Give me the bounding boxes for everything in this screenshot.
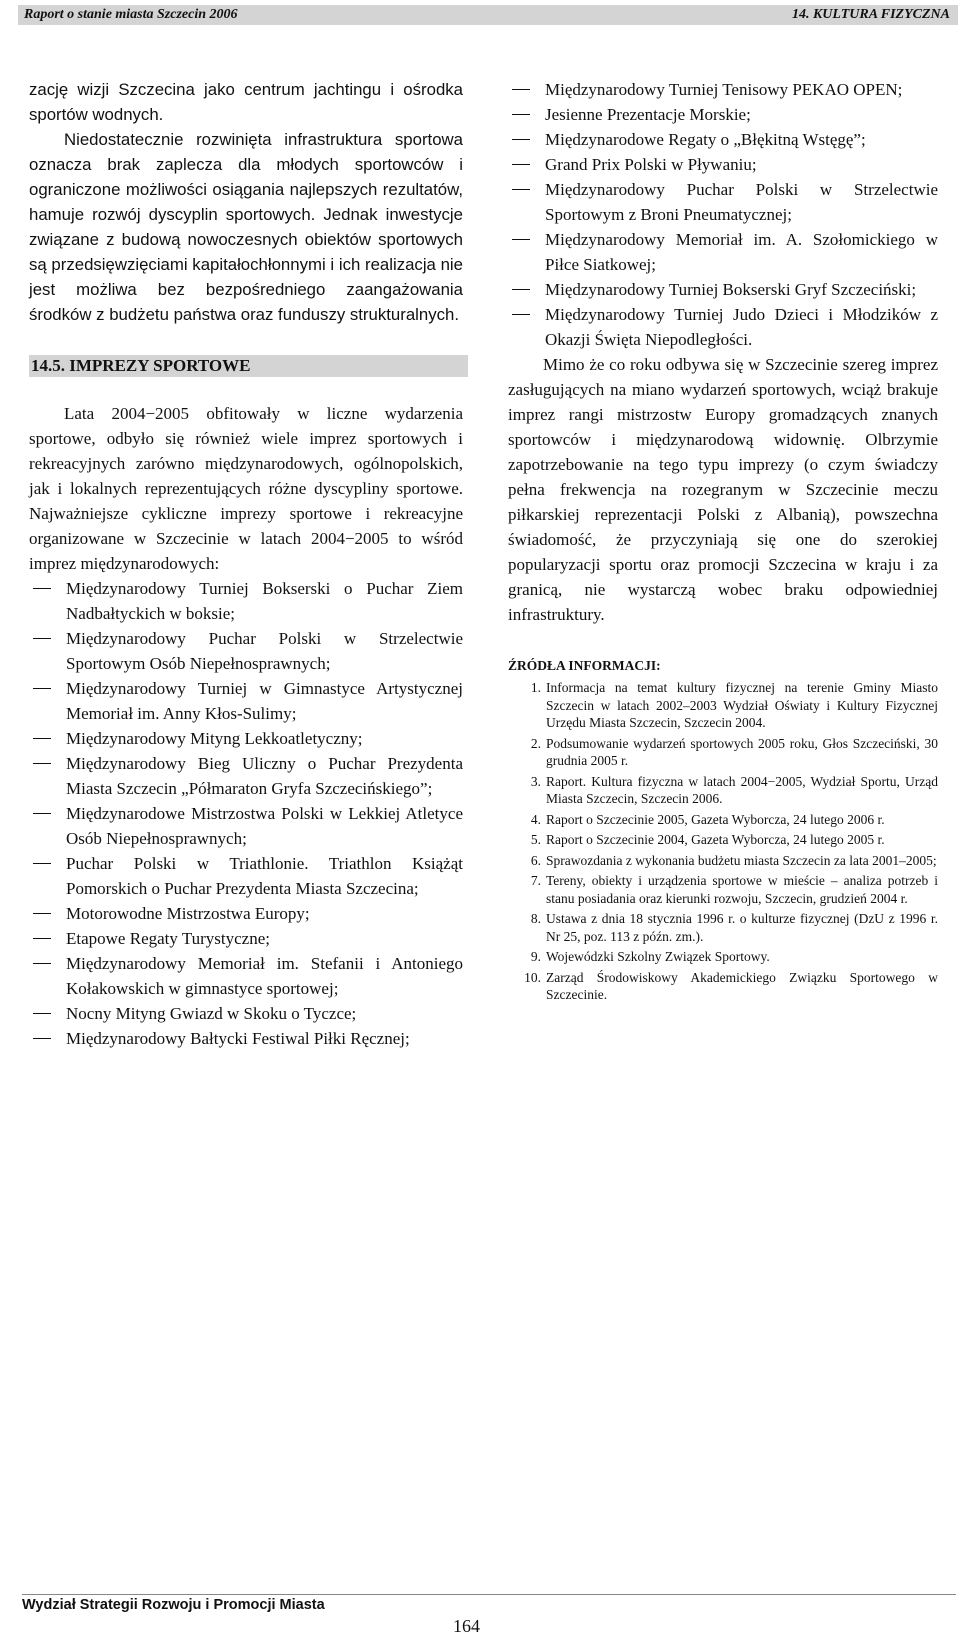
source-item	[508, 811, 938, 829]
source-item	[508, 948, 938, 966]
source-text: Tereny, obiekty i urządzenia sportowe w mieście – analiza potrzeb i stanu posiadania oraz kierunki rozwoju, Szczecin, grudzień 2004 r.	[546, 873, 938, 906]
source-number: 7.	[530, 873, 541, 888]
source-item	[508, 852, 938, 870]
list-item: Międzynarodowy Turniej Tenisowy PEKAO OPEN;	[508, 77, 938, 102]
list-item: Międzynarodowy Turniej Bokserski o Puchar Ziem Nadbałtyckich w boksie;	[29, 576, 463, 626]
international-events-list	[29, 576, 463, 1051]
source-item	[508, 831, 938, 849]
list-item: Etapowe Regaty Turystyczne;	[29, 926, 463, 951]
source-item	[508, 773, 938, 808]
source-number: 2.	[530, 735, 541, 751]
source-text: Sprawozdania z wykonania budżetu miasta Szczecin za lata 2001–2005;	[546, 852, 937, 868]
source-number: 3.	[530, 773, 541, 789]
list-item: Międzynarodowy Bieg Uliczny o Puchar Prezydenta Miasta Szczecin „Półmaraton Gryfa Szczecińskiego”;	[29, 751, 463, 801]
source-item	[508, 969, 938, 1004]
source-number: 5.	[530, 832, 541, 847]
source-text: Podsumowanie wydarzeń sportowych 2005 roku, Głos Szczeciński, 30 grudnia 2005 r.	[546, 735, 938, 768]
left-column	[29, 77, 463, 1051]
source-text: Ustawa z dnia 18 stycznia 1996 r. o kulturze fizycznej (DzU z 1996 r. Nr 25, poz. 113 z późn. zm.).	[546, 911, 938, 944]
international-events-list-continued	[508, 77, 938, 352]
section-heading: 14.5. IMPREZY SPORTOWE	[29, 355, 468, 377]
source-item	[508, 735, 938, 770]
source-number: 6.	[530, 852, 541, 868]
list-item: Nocny Mityng Gwiazd w Skoku o Tyczce;	[29, 1001, 463, 1026]
source-item	[508, 910, 938, 945]
list-item: Międzynarodowy Turniej Bokserski Gryf Szczeciński;	[508, 277, 938, 302]
running-header	[18, 5, 958, 25]
source-number: 4.	[530, 811, 541, 827]
list-item: Międzynarodowy Memoriał im. Stefanii i Antoniego Kołakowskich w gimnastyce sportowej;	[29, 951, 463, 1001]
source-item	[508, 679, 938, 732]
list-item: Motorowodne Mistrzostwa Europy;	[29, 901, 463, 926]
header-report-title: Raport o stanie miasta Szczecin 2006	[24, 7, 238, 22]
list-item: Puchar Polski w Triathlonie. Triathlon Książąt Pomorskich o Puchar Prezydenta Miasta Szczecina;	[29, 851, 463, 901]
source-text: Wojewódzki Szkolny Związek Sportowy.	[546, 949, 770, 964]
source-number: 9.	[530, 949, 541, 964]
list-item: Międzynarodowy Mityng Lekkoatletyczny;	[29, 726, 463, 751]
source-text: Raport o Szczecinie 2004, Gazeta Wyborcza, 24 lutego 2005 r.	[546, 832, 885, 847]
list-item: Międzynarodowy Puchar Polski w Strzelectwie Sportowym z Broni Pneumatycznej;	[508, 177, 938, 227]
list-item: Międzynarodowy Puchar Polski w Strzelectwie Sportowym Osób Niepełnosprawnych;	[29, 626, 463, 676]
list-item: Grand Prix Polski w Pływaniu;	[508, 152, 938, 177]
header-chapter-title: 14. KULTURA FIZYCZNA	[791, 7, 950, 22]
list-item: Międzynarodowy Memoriał im. A. Szołomickiego w Piłce Siatkowej;	[508, 227, 938, 277]
source-text: Informacja na temat kultury fizycznej na terenie Gminy Miasto Szczecin w latach 2002–2003 Wydział Oświaty i Kultury Fizycznej Urzędu Miasta Szczecin, Szczecin 2004.	[546, 680, 938, 730]
source-number: 10.	[524, 969, 541, 985]
source-text: Raport o Szczecinie 2005, Gazeta Wyborcza, 24 lutego 2006 r.	[546, 811, 885, 827]
list-item: Międzynarodowe Regaty o „Błękitną Wstęgę”;	[508, 127, 938, 152]
list-item: Międzynarodowy Turniej Judo Dzieci i Młodzików z Okazji Święta Niepodległości.	[508, 302, 938, 352]
list-item: Międzynarodowy Turniej w Gimnastyce Artystycznej Memoriał im. Anny Kłos-Sulimy;	[29, 676, 463, 726]
list-item: Międzynarodowe Mistrzostwa Polski w Lekkiej Atletyce Osób Niepełnosprawnych;	[29, 801, 463, 851]
footer-department: Wydział Strategii Rozwoju i Promocji Miasta	[22, 1597, 325, 1613]
footer-divider	[22, 1594, 956, 1595]
source-item	[508, 872, 938, 907]
list-item: Jesienne Prezentacje Morskie;	[508, 102, 938, 127]
page-number: 164	[453, 1616, 480, 1636]
list-item: Międzynarodowy Bałtycki Festiwal Piłki Ręcznej;	[29, 1026, 463, 1051]
paragraph-continued: zację wizji Szczecina jako centrum jachtingu i ośrodka sportów wodnych.	[29, 80, 463, 124]
sources-heading: ŹRÓDŁA INFORMACJI:	[508, 658, 661, 673]
sources-list	[508, 679, 938, 1004]
source-number: 8.	[530, 911, 541, 926]
paragraph-infrastructure: Niedostatecznie rozwinięta infrastruktura sportowa oznacza brak zaplecza dla młodych sportowców i ograniczone możliwości osiągania najlepszych rezultatów, hamuje rozwój dyscyplin sportowych. Jednak inwestycje związane z budową nowoczesnych obiektów sportowych są przedsięwzięciami kapitałochłonnymi i ich realizacja nie jest możliwa bez bezpośredniego zaangażowania środków z budżetu państwa oraz funduszy strukturalnych.	[29, 130, 463, 324]
source-text: Raport. Kultura fizyczna w latach 2004−2005, Wydział Sportu, Urząd Miasta Szczecin, Szczecin 2006.	[546, 773, 938, 806]
paragraph-events-intro: Lata 2004−2005 obfitowały w liczne wydarzenia sportowe, odbyło się również wiele imprez sportowych i rekreacyjnych zarówno międzynarodowych, ogólnopolskich, jak i lokalnych reprezentujących różne dyscypliny sportowe. Najważniejsze cykliczne imprezy sportowe i rekreacyjne organizowane w Szczecinie w latach 2004−2005 to wśród imprez międzynarodowych:	[29, 404, 463, 573]
source-text: Zarząd Środowiskowy Akademickiego Związku Sportowego w Szczecinie.	[546, 969, 938, 1002]
right-column	[508, 77, 938, 1007]
paragraph-conclusion: Mimo że co roku odbywa się w Szczecinie szereg imprez zasługujących na miano wydarzeń sportowych, wciąż brakuje imprez rangi mistrzostw Europy gromadzących znanych sportowców i międzynarodową widownię. Olbrzymie zapotrzebowanie na tego typu imprezy (o czym świadczy pełna frekwencja na rozegranym w Szczecinie meczu piłkarskiej reprezentacji Polski z Albanią), powszechna świadomość, że przyczyniają się one do szerokiej popularyzacji sportu oraz promocji Szczecina w kraju i za granicą, nie wystarczą wobec braku odpowiedniej infrastruktury.	[508, 355, 938, 624]
source-number: 1.	[530, 680, 541, 695]
